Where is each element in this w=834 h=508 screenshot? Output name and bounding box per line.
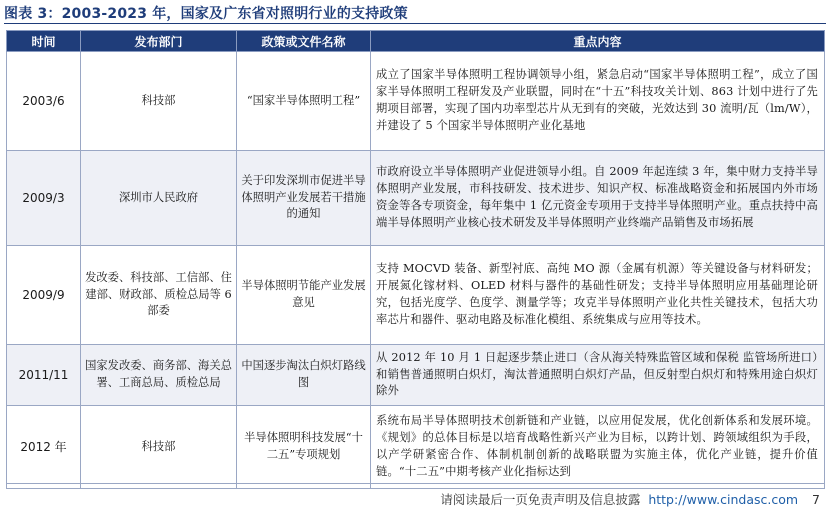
row-policy: 半导体照明科技发展“十二五”专项规划 — [237, 406, 371, 489]
row-dept: 科技部 — [81, 52, 237, 151]
row-time: 2009/9 — [7, 246, 81, 345]
header-dept: 发布部门 — [81, 31, 237, 52]
row-policy: 中国逐步淘汰白炽灯路线图 — [237, 345, 371, 406]
row-content: 成立了国家半导体照明工程协调领导小组，紧急启动“国家半导体照明工程”，成立了国家半导体照明工程研发及产业联盟，同时在“十五”科技攻关计划、863 计划中进行了先期项目部署，实现了国内功率型芯片从无到有的突破，光效达到 30 流明/瓦（lm/W），并建设了 5 个国家半导体照明产业化基地 — [371, 52, 825, 151]
row-time: 2003/6 — [7, 52, 81, 151]
page-number: 7 — [812, 492, 820, 507]
row-dept: 科技部 — [81, 406, 237, 489]
header-time: 时间 — [7, 31, 81, 52]
row-time: 2012 年 — [7, 406, 81, 489]
figure-title: 图表 3：2003-2023 年，国家及广东省对照明行业的支持政策 — [4, 6, 408, 22]
row-content: 系统布局半导体照明技术创新链和产业链，以应用促发展，优化创新体系和发展环境。《规划》的总体目标是以培育战略性新兴产业为目标，以跨计划、跨领域组织为手段，以产学研紧密合作、体制机制创新的战略联盟为实施主体，优化产业链，提升价值链。“十二五”中期考核产业化指标达到 — [371, 406, 825, 489]
row-policy: “国家半导体照明工程” — [237, 52, 371, 151]
table-row — [7, 151, 825, 246]
table-row — [7, 246, 825, 345]
table-row — [7, 406, 825, 489]
policy-table — [6, 30, 825, 489]
row-policy: 半导体照明节能产业发展意见 — [237, 246, 371, 345]
row-dept: 深圳市人民政府 — [81, 151, 237, 246]
header-policy: 政策或文件名称 — [237, 31, 371, 52]
website-link[interactable]: http://www.cindasc.com — [648, 492, 799, 507]
row-content: 从 2012 年 10 月 1 日起逐步禁止进口（含从海关特殊监管区域和保税 监管场所进口）和销售普通照明白炽灯，淘汰普通照明白炽灯产品，但反射型白炽灯和特殊用途白炽灯除外 — [371, 345, 825, 406]
footer-divider — [6, 483, 824, 484]
header-content: 重点内容 — [371, 31, 825, 52]
row-content: 市政府设立半导体照明产业促进领导小组。自 2009 年起连续 3 年，集中财力支持半导体照明产业发展，市科技研发、技术进步、知识产权、标准战略资金和拓展国内外市场资金等各专项资金，每年集中 1 亿元资金专项用于支持半导体照明产业。重点扶持中高端半导体照明产业核心技术研发及半导体照明产业终端产品销售及市场拓展 — [371, 151, 825, 246]
page-footer — [440, 490, 820, 508]
disclaimer-text: 请阅读最后一页免责声明及信息披露 — [440, 492, 641, 507]
table-row — [7, 52, 825, 151]
table-row — [7, 345, 825, 406]
title-underline — [4, 23, 826, 24]
table-header-row — [7, 31, 825, 52]
row-time: 2011/11 — [7, 345, 81, 406]
row-time: 2009/3 — [7, 151, 81, 246]
row-policy: 关于印发深圳市促进半导体照明产业发展若干措施的通知 — [237, 151, 371, 246]
row-dept: 国家发改委、商务部、海关总署、工商总局、质检总局 — [81, 345, 237, 406]
row-dept: 发改委、科技部、工信部、住建部、财政部、质检总局等 6 部委 — [81, 246, 237, 345]
row-content: 支持 MOCVD 装备、新型衬底、高纯 MO 源（金属有机源）等关键设备与材料研发；开展氮化镓材料、OLED 材料与器件的基础性研发；支持半导体照明应用基础理论研究，包括光度学、色度学、测量学等；攻克半导体照明产业化共性关键技术，包括大功率芯片和器件、驱动电路及标准化模组、系统集成与应用等技术。 — [371, 246, 825, 345]
